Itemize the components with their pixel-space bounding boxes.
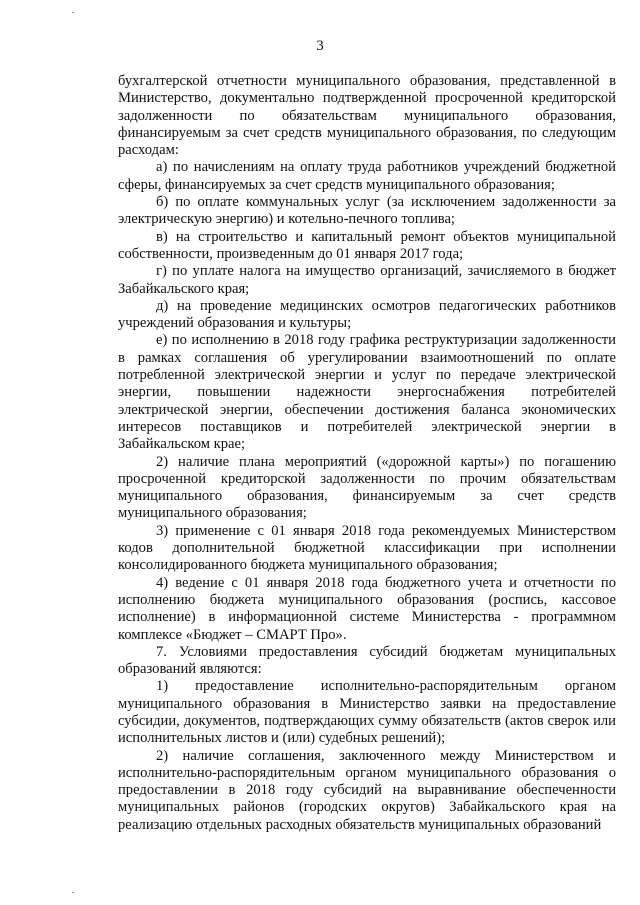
paragraph-condition-1: 1) предоставление исполнительно-распорядительным органом муниципального образования в Министерство заявки на предоставление субсидии, документов, подтверждающих сумму обязательств (актов сверок или исполнительных листов и (или) судебных решений); bbox=[118, 678, 616, 747]
paragraph-item-v: в) на строительство и капитальный ремонт объектов муниципальной собственности, произведенным до 01 января 2017 года; bbox=[118, 228, 616, 262]
paragraph-item-a: а) по начислениям на оплату труда работников учреждений бюджетной сферы, финансируемых за счет средств муниципального образования; bbox=[118, 159, 616, 193]
paragraph-intro: бухгалтерской отчетности муниципального образования, представленной в Министерство, документально подтвержденной просроченной кредиторской задолженности по обязательствам муниципального образования, финансируемым за счет средств муниципального образования, по следующим расходам: bbox=[118, 73, 616, 159]
paragraph-item-2: 2) наличие плана мероприятий («дорожной карты») по погашению просроченной кредиторской задолженности по прочим обязательствам муниципального образования, финансируемым за счет средств муниципального образования; bbox=[118, 453, 616, 522]
paragraph-item-d: д) на проведение медицинских осмотров педагогических работников учреждений образования и культуры; bbox=[118, 297, 616, 332]
paragraph-item-g: г) по уплате налога на имущество организаций, зачисляемого в бюджет Забайкальского края; bbox=[118, 263, 616, 297]
paragraph-section-7: 7. Условиями предоставления субсидий бюджетам муниципальных образований являются: bbox=[118, 643, 616, 678]
page-number: 3 bbox=[316, 38, 324, 54]
paragraph-item-e: е) по исполнению в 2018 году графика реструктуризации задолженности в рамках соглашения об урегулировании взаимоотношений по оплате потребленной электрической энергии и услуг по передаче электрической энергии, повышении надежности энергоснабжения потребителей электрической энергии, обеспечении достижения баланса экономических интересов поставщиков и потребителей электрической энергии в Забайкальском крае; bbox=[118, 332, 616, 453]
scan-mark-top bbox=[72, 12, 74, 13]
paragraph-item-4: 4) ведение с 01 января 2018 года бюджетного учета и отчетности по исполнению бюджета муниципального образования (роспись, кассовое исполнение) в информационной системе Министерства - программном комплексе «Бюджет – СМАРТ Про». bbox=[118, 574, 616, 643]
paragraph-condition-2: 2) наличие соглашения, заключенного между Министерством и исполнительно-распорядительным органом муниципального образования о предоставлении в 2018 году субсидий на выравнивание обеспеченности муниципальных районов (городских округов) Забайкальского края на реализацию отдельных расходных обязательств муниципальных образований bbox=[118, 747, 616, 833]
paragraph-item-b: б) по оплате коммунальных услуг (за исключением задолженности за электрическую энергию) и котельно-печного топлива; bbox=[118, 194, 616, 228]
document-body bbox=[118, 73, 616, 834]
paragraph-item-3: 3) применение с 01 января 2018 года рекомендуемых Министерством кодов дополнительной бюджетной классификации при исполнении консолидированного бюджета муниципального образования; bbox=[118, 522, 616, 574]
scan-mark-bottom bbox=[72, 892, 74, 893]
